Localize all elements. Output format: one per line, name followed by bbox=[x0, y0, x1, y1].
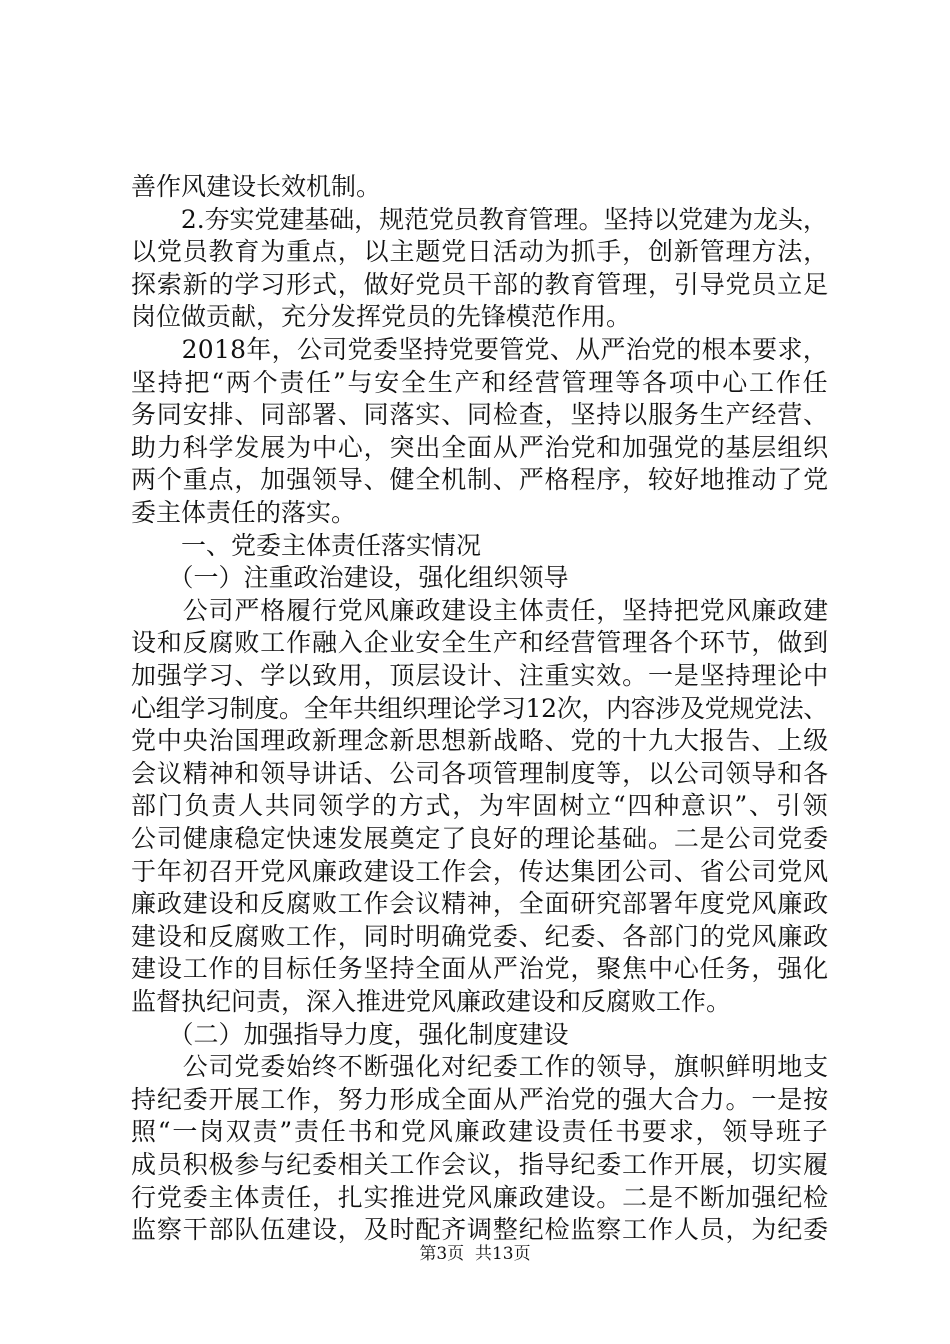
text-line: 坚持把“两个责任”与安全生产和经营管理等各项中心工作任 bbox=[131, 367, 830, 397]
text-line: 以党员教育为重点，以主题党日活动为抓手，创新管理方法， bbox=[131, 237, 829, 267]
text-line: 助力科学发展为中心，突出全面从严治党和加强党的基层组织 bbox=[131, 432, 829, 462]
text-line: 持纪委开展工作，努力形成全面从严治党的强大合力。一是按 bbox=[131, 1084, 829, 1114]
text-line: 行党委主体责任，扎实推进党风廉政建设。二是不断加强纪检 bbox=[131, 1182, 829, 1212]
text-line: 照“一岗双责”责任书和党风廉政建设责任书要求，领导班子 bbox=[131, 1117, 830, 1147]
text-line: 建设工作的目标任务坚持全面从严治党，聚焦中心任务，强化 bbox=[131, 954, 829, 984]
text-line: （二）加强指导力度，强化制度建设 bbox=[131, 1019, 569, 1049]
text-line: 部门负责人共同领学的方式，为牢固树立“四种意识”、引领 bbox=[131, 791, 830, 821]
text-line: 2.夯实党建基础，规范党员教育管理。坚持以党建为龙头， bbox=[131, 204, 828, 234]
text-line: （一）注重政治建设，强化组织领导 bbox=[131, 563, 569, 593]
text-line: 委主体责任的落实。 bbox=[131, 498, 357, 527]
text-line: 加强学习、学以致用，顶层设计、注重实效。一是坚持理论中 bbox=[131, 661, 829, 690]
text-line: 善作风建设长效机制。 bbox=[131, 172, 382, 201]
text-line: 建设和反腐败工作，同时明确党委、纪委、各部门的党风廉政 bbox=[131, 921, 829, 951]
text-line: 于年初召开党风廉政建设工作会，传达集团公司、省公司党风 bbox=[131, 856, 829, 886]
text-line: 2018年，公司党委坚持党要管党、从严治党的根本要求， bbox=[131, 335, 829, 364]
text-line: 监察干部队伍建设，及时配齐调整纪检监察工作人员，为纪委 bbox=[131, 1215, 829, 1245]
text-line: 公司严格履行党风廉政建设主体责任，坚持把党风廉政建 bbox=[131, 595, 829, 625]
text-line: 设和反腐败工作融入企业安全生产和经营管理各个环节，做到 bbox=[131, 628, 829, 658]
text-line: 心组学习制度。全年共组织理论学习12次，内容涉及党规党法、 bbox=[131, 693, 828, 723]
page-number: 第3页 共13页 bbox=[419, 1244, 531, 1264]
text-line: 两个重点，加强领导、健全机制、严格程序，较好地推动了党 bbox=[131, 465, 829, 495]
text-line: 党中央治国理政新理念新思想新战略、党的十九大报告、上级 bbox=[131, 726, 829, 756]
text-line: 探索新的学习形式，做好党员干部的教育管理，引导党员立足 bbox=[131, 269, 829, 299]
text-line: 公司党委始终不断强化对纪委工作的领导，旗帜鲜明地支 bbox=[131, 1052, 829, 1082]
text-line: 成员积极参与纪委相关工作会议，指导纪委工作开展，切实履 bbox=[131, 1150, 829, 1179]
text-line: 岗位做贡献，充分发挥党员的先锋模范作用。 bbox=[131, 302, 632, 332]
text-line: 会议精神和领导讲话、公司各项管理制度等，以公司领导和各 bbox=[131, 758, 829, 788]
text-line: 监督执纪问责，深入推进党风廉政建设和反腐败工作。 bbox=[131, 987, 732, 1016]
text-line: 公司健康稳定快速发展奠定了良好的理论基础。二是公司党委 bbox=[131, 824, 829, 853]
text-line: 廉政建设和反腐败工作会议精神，全面研究部署年度党风廉政 bbox=[131, 889, 829, 919]
text-line: 务同安排、同部署、同落实、同检查，坚持以服务生产经营、 bbox=[131, 400, 829, 430]
page-footer bbox=[0, 1243, 950, 1265]
text-line: 一、党委主体责任落实情况 bbox=[131, 530, 482, 560]
